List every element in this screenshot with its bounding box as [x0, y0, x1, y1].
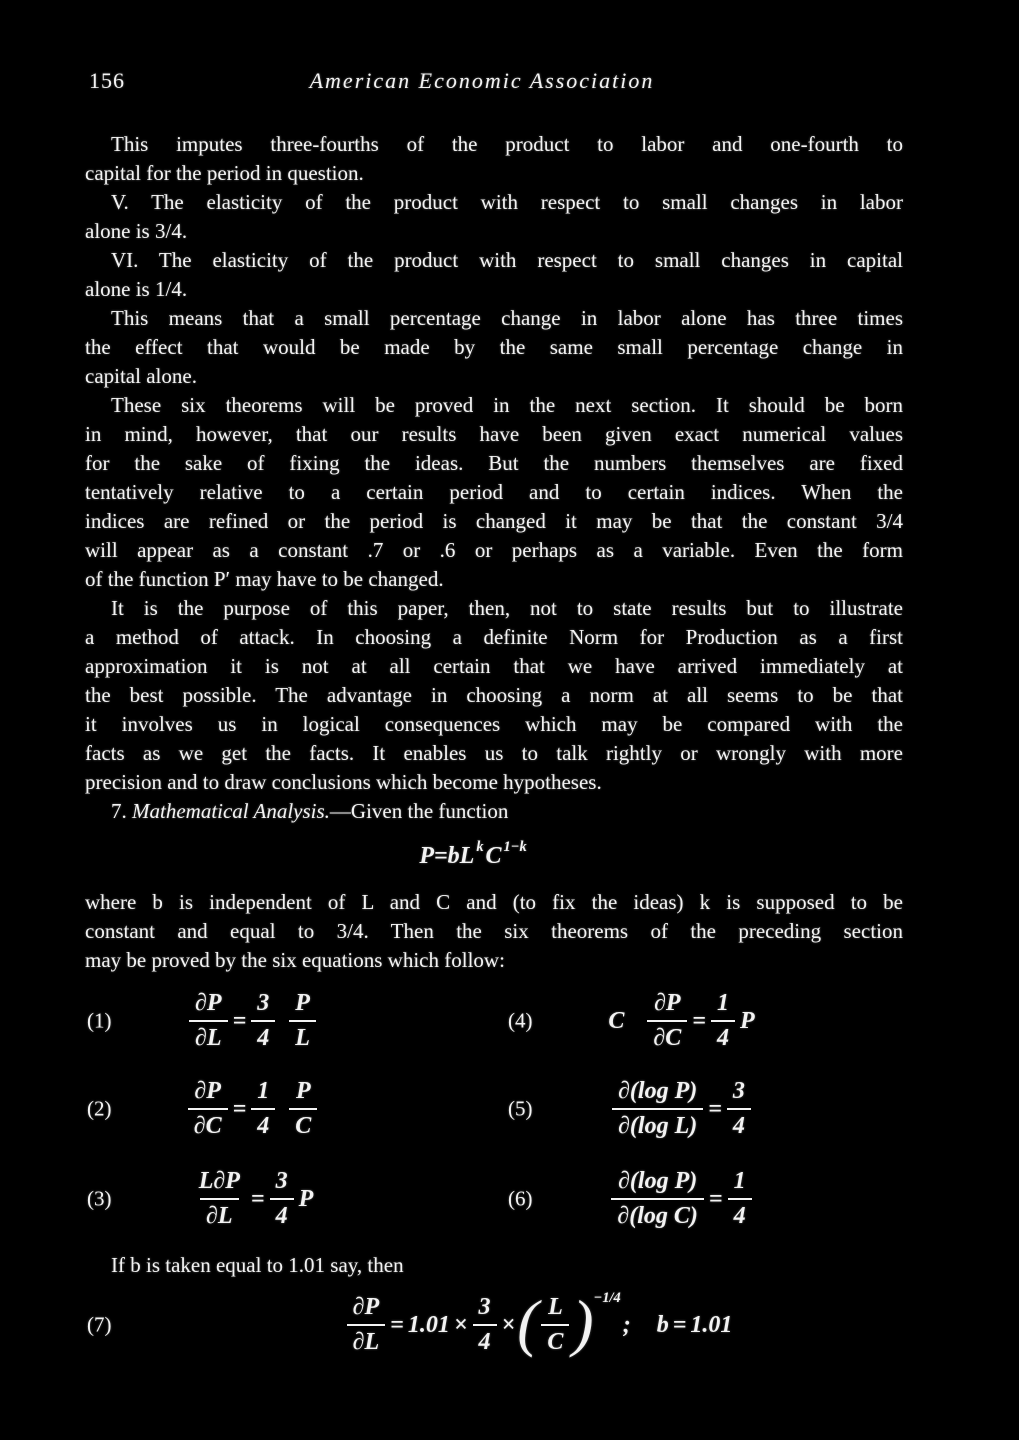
- text-line: alone is 3/4.: [85, 219, 188, 243]
- text-line: These six theorems will be proved in the next section. It should be born: [111, 393, 903, 417]
- text-line: VI. The elasticity of the product with respect to small changes in capital: [111, 248, 903, 272]
- fraction: [711, 990, 735, 1052]
- fraction-denominator: 4: [251, 1108, 275, 1140]
- equation-3: [85, 1163, 490, 1235]
- fraction-numerator: 3: [478, 1294, 491, 1321]
- equation-row-1: [85, 985, 903, 1057]
- text-line: capital for the period in question.: [85, 161, 364, 185]
- text-line: This imputes three-fourths of the product to labor and one-fourth to: [111, 132, 903, 156]
- equation-body: $\frac{\partial P}{\partial L}$ = 1.01 × $\frac{3}{4}$ × ( $\frac{L}{C}$ ) −1/4 ; b = 1.01: [344, 1294, 735, 1356]
- paragraph-theorem-vi: [85, 246, 903, 304]
- math-text: =: [672, 1311, 687, 1338]
- math-text: P=bL: [419, 842, 475, 869]
- equation-label: (4): [508, 1008, 533, 1033]
- fraction-numerator: L: [548, 1294, 563, 1321]
- text-line: for the sake of fixing the ideas. But the numbers themselves are fixed: [85, 451, 903, 475]
- fraction-denominator: ∂C: [188, 1108, 228, 1140]
- math-text: ;: [622, 1311, 631, 1338]
- section-number: 7.: [111, 799, 132, 823]
- text-line: it involves us in logical consequences which may be compared with the: [85, 712, 903, 736]
- fraction: [188, 1078, 228, 1140]
- math-text: =: [708, 1185, 723, 1212]
- math-text: =: [250, 1185, 265, 1212]
- text-line: facts as we get the facts. It enables us to talk rightly or wrongly with more: [85, 741, 903, 765]
- text-line: It is the purpose of this paper, then, not to state results but to illustrate: [111, 596, 903, 620]
- fraction-numerator: P: [295, 1078, 311, 1105]
- fraction-numerator: 1: [257, 1078, 270, 1105]
- page-header: [85, 68, 903, 97]
- equation-6: [490, 1163, 903, 1235]
- fraction-numerator: ∂P: [195, 990, 222, 1017]
- formula: [417, 838, 527, 870]
- text-line: where b is independent of L and C and (to fix the ideas) k is supposed to be: [85, 890, 903, 914]
- equation-row-3: [85, 1163, 903, 1235]
- equation-body: [190, 1168, 316, 1230]
- equation-label: (1): [87, 1008, 112, 1033]
- equation-label: (5): [508, 1096, 533, 1121]
- equation-body: [185, 1078, 321, 1140]
- math-text: 1.01: [407, 1311, 450, 1338]
- equation-4: [490, 985, 903, 1057]
- equation-7: [85, 1287, 903, 1358]
- fraction-numerator: ∂(log P): [618, 1078, 698, 1105]
- math-text: P: [739, 1007, 755, 1034]
- running-title: American Economic Association: [309, 68, 655, 93]
- text-line: will appear as a constant .7 or .6 or perhaps as a variable. Even the form: [85, 538, 903, 562]
- section-heading-line: [85, 797, 903, 826]
- fraction: [289, 1078, 317, 1140]
- math-text: P: [298, 1185, 314, 1212]
- paragraph-six-theorems: [85, 391, 903, 594]
- math-text: =: [708, 1095, 722, 1122]
- equation-5: [490, 1073, 903, 1145]
- fraction-numerator: L∂P: [198, 1168, 240, 1195]
- fraction-denominator: ∂(log C): [611, 1198, 704, 1230]
- text-line: indices are refined or the period is changed it may be that the constant 3/4: [85, 509, 903, 533]
- fraction-denominator: 4: [711, 1020, 735, 1052]
- text-line: of the function P′ may have to be changed.: [85, 567, 444, 591]
- fraction: [727, 1078, 751, 1140]
- paragraph-this-means: [85, 304, 903, 391]
- fraction-numerator: ∂P: [194, 1078, 221, 1105]
- fraction: [541, 1294, 569, 1356]
- text-line: precision and to draw conclusions which become hypotheses.: [85, 770, 602, 794]
- fraction-denominator: ∂C: [647, 1020, 687, 1052]
- equation-label: (6): [508, 1186, 533, 1211]
- fraction-numerator: 3: [275, 1168, 288, 1195]
- equation-row-2: [85, 1073, 903, 1145]
- fraction: [251, 1078, 275, 1140]
- equation-label: (7): [87, 1312, 112, 1337]
- math-text: =: [232, 1095, 247, 1122]
- section-heading-rest: —Given the function: [329, 799, 509, 823]
- fraction: [612, 1078, 703, 1140]
- fraction-denominator: 4: [473, 1324, 497, 1356]
- equation-label: (2): [87, 1096, 112, 1121]
- text-line: This means that a small percentage change in labor alone has three times: [111, 306, 903, 330]
- superscript-exponent: k: [476, 838, 484, 855]
- fraction-denominator: 4: [727, 1108, 751, 1140]
- fraction-numerator: P: [295, 990, 310, 1017]
- page-number: 156: [89, 68, 125, 93]
- text-line: constant and equal to 3/4. Then the six theorems of the preceding section: [85, 919, 903, 943]
- fraction-denominator: 4: [251, 1020, 275, 1052]
- text-line: V. The elasticity of the product with respect to small changes in labor: [111, 190, 903, 214]
- equation-label: (3): [87, 1186, 112, 1211]
- fraction: [193, 1168, 246, 1230]
- fraction: [289, 990, 316, 1052]
- math-text: =: [692, 1007, 706, 1034]
- fraction-numerator: 1: [733, 1168, 746, 1195]
- paragraph-purpose: [85, 594, 903, 797]
- math-text: b: [656, 1311, 669, 1338]
- text-line: a method of attack. In choosing a definite Norm for Production as a first: [85, 625, 903, 649]
- text-line: alone is 1/4.: [85, 277, 188, 301]
- section-heading: [85, 797, 903, 826]
- fraction-numerator: ∂P: [654, 990, 681, 1017]
- equation-row-7: [85, 1288, 903, 1362]
- fraction-denominator: C: [289, 1108, 317, 1140]
- text-line: in mind, however, that our results have been given exact numerical values: [85, 422, 903, 446]
- fraction-denominator: ∂(log L): [612, 1108, 703, 1140]
- text-line: approximation it is not at all certain that we have arrived immediately at: [85, 654, 903, 678]
- fraction: [189, 990, 228, 1052]
- fraction-denominator: ∂L: [189, 1020, 228, 1052]
- math-text: ×: [501, 1311, 516, 1338]
- fraction-numerator: 1: [716, 990, 729, 1017]
- superscript-exponent: −1/4: [593, 1290, 621, 1307]
- fraction-denominator: C: [541, 1324, 569, 1356]
- fraction: [251, 990, 275, 1052]
- fraction: [473, 1294, 497, 1356]
- text-line: If b is taken equal to 1.01 say, then: [111, 1253, 404, 1277]
- paragraph-imputes: [85, 130, 903, 188]
- fraction-numerator: ∂P: [352, 1294, 380, 1321]
- text-line: tentatively relative to a certain period and to certain indices. When the: [85, 480, 903, 504]
- display-formula-production-function: [63, 834, 881, 878]
- fraction-numerator: ∂(log P): [618, 1168, 698, 1195]
- text-line: the best possible. The advantage in choosing a norm at all seems to be that: [85, 683, 903, 707]
- paragraph-where-b: [85, 888, 903, 975]
- paragraph-theorem-v: [85, 188, 903, 246]
- text-line: the effect that would be made by the same small percentage change in: [85, 335, 903, 359]
- math-text: ×: [453, 1311, 468, 1338]
- fraction-denominator: L: [289, 1020, 316, 1052]
- paragraph-if-b: [85, 1251, 903, 1280]
- fraction-denominator: ∂L: [347, 1324, 386, 1356]
- fraction-denominator: 4: [728, 1198, 752, 1230]
- equation-body: [609, 1078, 754, 1140]
- fraction-numerator: 3: [732, 1078, 745, 1105]
- equation-2: [85, 1073, 490, 1145]
- text-line: capital alone.: [85, 364, 197, 388]
- math-text: C: [608, 1007, 625, 1034]
- fraction: [347, 1294, 386, 1356]
- text-column: [85, 68, 903, 1362]
- fraction: [270, 1168, 294, 1230]
- math-text: =: [232, 1007, 247, 1034]
- section-title: Mathematical Analysis.: [132, 799, 330, 823]
- equation-body: [606, 990, 756, 1052]
- fraction: [611, 1168, 704, 1230]
- fraction-numerator: 3: [257, 990, 270, 1017]
- fraction-denominator: 4: [270, 1198, 294, 1230]
- fraction: [728, 1168, 752, 1230]
- equation-1: [85, 985, 490, 1057]
- superscript-exponent: 1−k: [503, 838, 527, 855]
- fraction: [647, 990, 687, 1052]
- equation-body: [186, 990, 319, 1052]
- fraction-denominator: ∂L: [200, 1198, 239, 1230]
- math-text: C: [485, 842, 502, 869]
- text-line: may be proved by the six equations which follow:: [85, 948, 505, 972]
- math-text: =: [390, 1311, 404, 1338]
- equation-body: [608, 1168, 754, 1230]
- math-text: 1.01: [690, 1311, 733, 1338]
